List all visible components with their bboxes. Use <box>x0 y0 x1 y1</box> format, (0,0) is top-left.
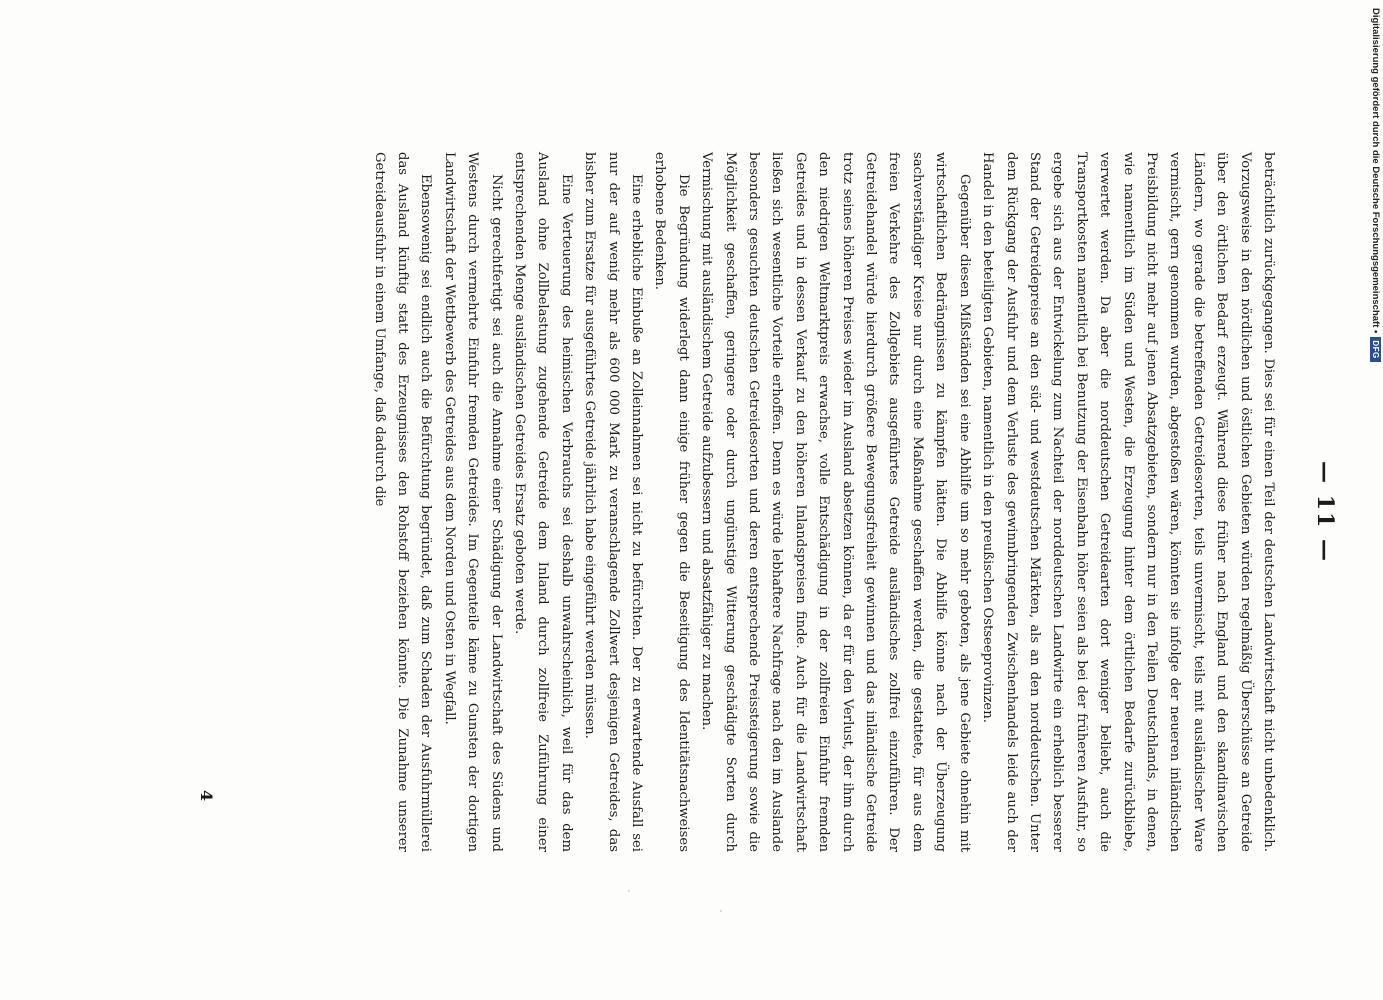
credit-text: Digitalisierung gefördert durch die Deutsche Forschungsgemeinschaft • <box>1370 8 1381 334</box>
page-body <box>367 152 1280 852</box>
paragraph-5: Eine Verteuerung des heimischen Verbrauchs sei deshalb unwahrscheinlich, weil für das dem Ausland ohne Zollbelastung zugehende Getreide dem Inland durch zollfreie Zuführung einer entsprechenden Menge ausländischen Getreides Ersatz geboten werde. <box>512 152 574 852</box>
paragraph-4: Eine erhebliche Einbuße an Zolleinnahmen sei nicht zu befürchten. Der zu erwartende Ausfall sei nur der auf wenig mehr als 600 000 Mark zu veranschlagende Zollwert desjenigen Getreides, das bisher zum Ersatze für ausgeführtes Getreide jährlich habe eingeführt werden müssen. <box>582 152 645 852</box>
digitization-credit <box>1369 8 1381 808</box>
scan-speck <box>628 890 630 892</box>
paragraph-2: Gegenüber diesen Mißständen sei eine Abhilfe um so mehr geboten, als jene Gebiete ohnehin mit wirtschaftlichen Bedrängnissen zu kämpfen hätten. Die Abhilfe könne nach der Überzeugung sachverständiger Kreise nur durch eine Maßnahme geschaffen werden, die gestattete, für aus dem freien Verkehre des Zollgebiets ausgeführtes Getreide ausländisches zollfrei einzuführen. Der Getreidehandel würde hierdurch größere Bewegungsfreiheit gewinnen und das inländische Getreide trotz seines höheren Preises wieder im Ausland absetzen können, da er für den Verlust, der ihm durch den niedrigen Weltmarktpreis erwachse, volle Entschädigung in der zollfreien Einfuhr fremden Getreides und in dessen Verkauf zu den höheren Inlandspreisen finde. Auch für die Landwirtschaft ließen sich wesentliche Vorteile erhoffen. Denn es würde lebhaftere Nachfrage nach den im Auslande besonders gesuchten deutschen Getreidesorten und deren entsprechende Preissteigerung sowie die Möglichkeit geschaffen, geringere oder durch ungünstige Witterung geschädigte Sorten durch Vermischung mit ausländischem Getreide aufzubessern und absatzfähiger zu machen. <box>699 152 972 852</box>
scan-speck <box>720 910 722 912</box>
paragraph-3: Die Begründung widerlegt dann einige früher gegen die Beseitigung des Identitätsnachweises erhobene Bedenken. <box>652 152 691 852</box>
signature-mark: 4 <box>197 790 216 802</box>
paragraph-7: Ebensowenig sei endlich auch die Befürchtung begründet, daß zum Schaden der Ausfuhrmüllerei das Ausland künftig statt des Erzeugnisses den Rohstoff beziehen könnte. Die Zunahme unserer Getreideausfuhr in einem Umfange, daß dadurch die <box>371 152 434 852</box>
page-number-header: — 11 — <box>1312 461 1338 563</box>
paragraph-1: beträchtlich zurückgegangen. Dies sei für einen Teil der deutschen Landwirtschaft nicht unbedenklich. Vorzugsweise in den nördlichen und östlichen Gebieten würden regelmäßig Überschüsse an Getreide über den örtlichen Bedarf erzeugt. Während diese früher nach England und den skandinavischen Ländern, wo gerade die betreffenden Getreidesorten, teils unvermischt, teils mit ausländischer Ware vermischt, gern genommen wurden, abgestoßen wären, könnten sie infolge der neueren inländischen Preisbildung nicht mehr auf jenen Absatzgebieten, sondern nur in den Teilen Deutschlands, in denen, wie namentlich im Süden und Westen, die Erzeugung hinter dem örtlichen Bedarfe zurückbliebe, verwertet werden. Da aber die norddeutschen Getreidearten dort weniger beliebt, auch die Transportkosten namentlich bei Benutzung der Eisenbahn höher seien als bei der früheren Ausfuhr, so ergebe sich aus der Entwickelung zum Nachteil der norddeutschen Landwirte ein erheblich besserer Stand der Getreidepreise an den süd- und westdeutschen Märkten, als an den norddeutschen. Unter dem Rückgang der Ausfuhr und dem Verluste des gewinnbringenden Zwischenhandels leide auch der Handel in den beteiligten Gebieten, namentlich in den preußischen Ostseeprovinzen. <box>980 152 1276 852</box>
rotated-text-block <box>138 142 1338 882</box>
dfg-logo-icon: DFG <box>1370 337 1381 361</box>
paragraph-6: Nicht gerechtfertigt sei auch die Annahme einer Schädigung der Landwirtschaft des Südens und Westens durch vermehrte Einfuhr fremden Getreides. Im Gegenteile käme zu Gunsten der dortigen Landwirtschaft der Wettbewerb des Getreides aus dem Norden und Osten in Wegfall. <box>441 152 504 852</box>
